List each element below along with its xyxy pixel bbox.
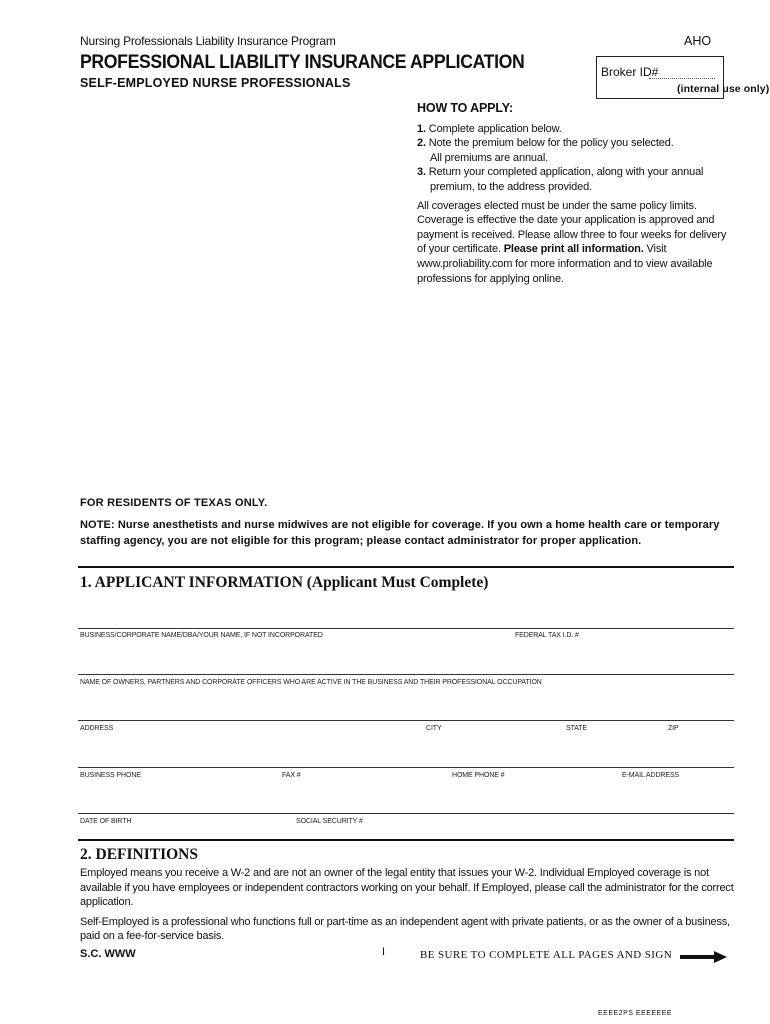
section-1-rule	[78, 566, 734, 568]
phone-line[interactable]	[78, 767, 734, 768]
coverage-paragraph: All coverages elected must be under the same policy limits. Coverage is effective the date your application is approved and payment is received. Please allow three to four weeks for delivery of your certificate. Please print all information. Visit www.proliability.com for more information and to view available professions for applying online.	[417, 199, 727, 285]
home-phone-label: HOME PHONE #	[452, 772, 505, 779]
business-name-label: BUSINESS/CORPORATE NAME/DBA/YOUR NAME, IF NOT INCORPORATED	[80, 632, 323, 639]
address-label: ADDRESS	[80, 725, 114, 732]
form-number: EEEE2PS EEEEEEE	[598, 1010, 673, 1017]
federal-tax-label: FEDERAL TAX I.D. #	[515, 632, 579, 639]
right-arrow-icon	[680, 950, 728, 964]
city-label: CITY	[426, 725, 442, 732]
employed-definition: Employed means you receive a W-2 and are not an owner of the legal entity that issues your W-2. Individual Employed coverage is not available if you have employees or independent contractors working on your behalf. If Employed, please call the administrator for the correct application.	[80, 867, 734, 908]
zip-label: ZIP	[668, 725, 679, 732]
dob-line[interactable]	[78, 813, 734, 814]
section-2-title: 2. DEFINITIONS	[80, 846, 198, 863]
owners-line[interactable]	[78, 674, 734, 675]
owners-label: NAME OF OWNERS, PARTNERS AND CORPORATE OFFICERS WHO ARE ACTIVE IN THE BUSINESS AND THEIR PROFESSIONAL OCCUPATION	[80, 679, 542, 686]
how-to-apply-heading: HOW TO APPLY:	[417, 101, 513, 115]
broker-id-box[interactable]	[596, 56, 770, 99]
form-title: PROFESSIONAL LIABILITY INSURANCE APPLICATION	[80, 52, 525, 73]
broker-id-label: Broker ID#	[601, 65, 659, 79]
section-1-title: 1. APPLICANT INFORMATION (Applicant Must Complete)	[80, 574, 489, 591]
definitions	[80, 866, 740, 949]
footer-code: S.C. WWW	[80, 948, 136, 960]
self-employed-definition: Self-Employed is a professional who functions full or part-time as an independent agent with private patients, or as the owner of a business, paid on a fee-for-service basis.	[80, 915, 730, 942]
step-1: 1. Complete application below.	[417, 122, 562, 135]
step-2-cont: All premiums are annual.	[430, 151, 549, 164]
address-line[interactable]	[78, 720, 734, 721]
complete-all-pages-notice: BE SURE TO COMPLETE ALL PAGES AND SIGN	[420, 949, 673, 961]
dob-label: DATE OF BIRTH	[80, 818, 132, 825]
broker-id-line	[649, 78, 715, 79]
program-name: Nursing Professionals Liability Insurance Program	[80, 34, 336, 48]
section-2-rule	[78, 839, 734, 841]
step-3-cont: premium, to the address provided.	[430, 180, 592, 193]
texas-notice: FOR RESIDENTS OF TEXAS ONLY.	[80, 497, 268, 509]
step-2: 2. Note the premium below for the policy you selected.	[417, 137, 674, 150]
eligibility-note: NOTE: Nurse anesthetists and nurse midwives are not eligible for coverage. If you own a home health care or temporary staffing agency, you are not eligible for this program; please contact administrator for proper application.	[80, 519, 720, 547]
footer-mark: I	[382, 946, 386, 958]
form-subtitle: SELF-EMPLOYED NURSE PROFESSIONALS	[80, 76, 351, 90]
state-label: STATE	[566, 725, 588, 732]
ssn-label: SOCIAL SECURITY #	[296, 818, 363, 825]
form-code: AHO	[684, 34, 712, 48]
step-3: 3. Return your completed application, along with your annual	[417, 166, 704, 179]
email-label: E-MAIL ADDRESS	[622, 772, 680, 779]
how-to-apply	[417, 101, 737, 286]
broker-id-note: (internal use only)	[677, 83, 770, 95]
business-name-line[interactable]	[78, 628, 734, 629]
business-phone-label: BUSINESS PHONE	[80, 772, 141, 779]
fax-label: FAX #	[282, 772, 301, 779]
